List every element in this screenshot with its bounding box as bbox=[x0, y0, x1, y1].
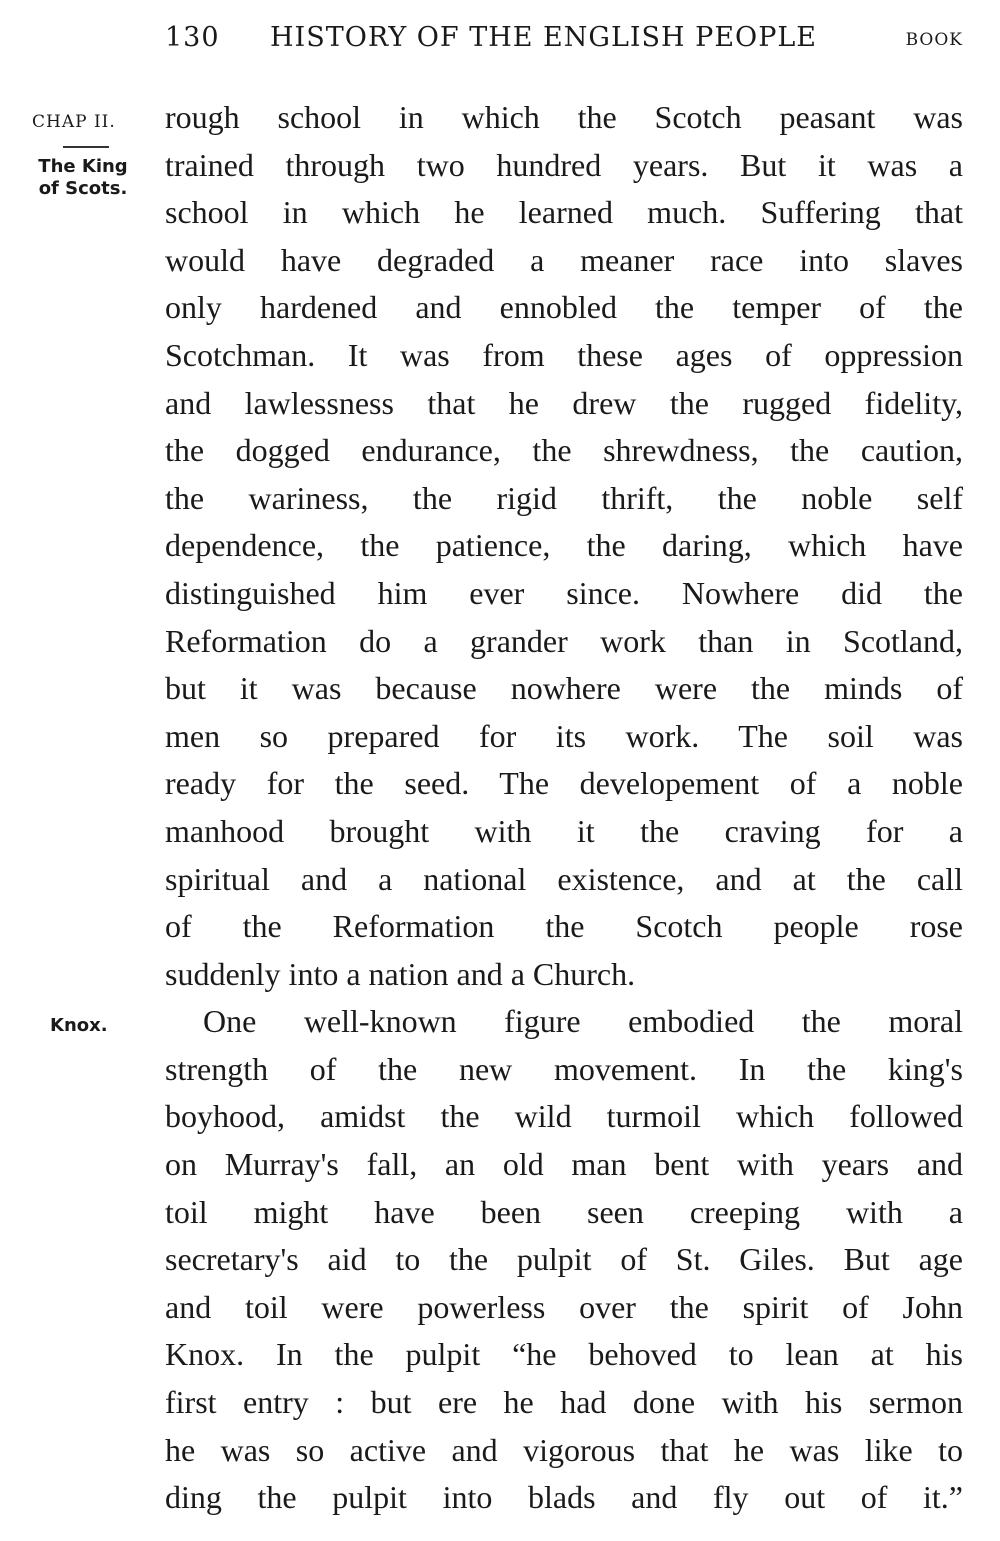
text-line: strength of the new movement. In the king's bbox=[165, 1050, 963, 1087]
text-line: he was so active and vigorous that he was like to bbox=[165, 1431, 963, 1468]
margin-note-line: of Scots. bbox=[38, 178, 128, 199]
text-line: manhood brought with it the craving for a bbox=[165, 812, 963, 849]
text-line: only hardened and ennobled the temper of the bbox=[165, 289, 963, 326]
text-line: Reformation do a grander work than in Scotland, bbox=[165, 622, 963, 659]
text-line: distinguished him ever since. Nowhere did the bbox=[165, 574, 963, 611]
text-line: suddenly into a nation and a Church. bbox=[165, 955, 636, 992]
text-line: ding the pulpit into blads and fly out of it.” bbox=[165, 1479, 963, 1516]
text-line: spiritual and a national existence, and at the call bbox=[165, 860, 963, 897]
text-line: Scotchman. It was from these ages of oppression bbox=[165, 336, 963, 373]
running-title: HISTORY OF THE ENGLISH PEOPLE bbox=[270, 22, 817, 53]
text-line: on Murray's fall, an old man bent with years and bbox=[165, 1146, 963, 1183]
text-line: would have degraded a meaner race into slaves bbox=[165, 241, 963, 278]
text-line: trained through two hundred years. But it was a bbox=[165, 146, 963, 183]
text-line: of the Reformation the Scotch people rose bbox=[165, 908, 963, 945]
text-line: ready for the seed. The developement of a noble bbox=[165, 765, 963, 802]
text-line: secretary's aid to the pulpit of St. Giles. But age bbox=[165, 1241, 963, 1278]
body-text bbox=[165, 94, 963, 1522]
text-line: the dogged endurance, the shrewdness, the caution, bbox=[165, 432, 963, 469]
margin-note-knox: Knox. bbox=[50, 1015, 108, 1036]
text-line: school in which he learned much. Suffering that bbox=[165, 194, 963, 231]
text-line: but it was because nowhere were the minds of bbox=[165, 670, 963, 707]
text-line: dependence, the patience, the daring, which have bbox=[165, 527, 963, 564]
text-line: and lawlessness that he drew the rugged fidelity, bbox=[165, 384, 963, 421]
margin-note-king-of-scots bbox=[24, 156, 142, 200]
text-line: Knox. In the pulpit “he behoved to lean at his bbox=[165, 1336, 963, 1373]
margin-divider bbox=[63, 146, 109, 148]
text-line: rough school in which the Scotch peasant was bbox=[165, 99, 963, 135]
text-line: One well-known figure embodied the moral bbox=[203, 1003, 963, 1040]
page-number: 130 bbox=[165, 22, 220, 53]
text-line: men so prepared for its work. The soil was bbox=[165, 717, 963, 754]
margin-note-line: The King bbox=[38, 156, 128, 177]
text-line: the wariness, the rigid thrift, the noble self bbox=[165, 479, 963, 516]
running-header bbox=[165, 22, 965, 62]
text-line: toil might have been seen creeping with a bbox=[165, 1193, 963, 1230]
text-line: boyhood, amidst the wild turmoil which followed bbox=[165, 1098, 963, 1135]
text-line: and toil were powerless over the spirit of John bbox=[165, 1288, 963, 1325]
text-line: first entry : but ere he had done with his sermon bbox=[165, 1384, 963, 1421]
book-label: BOOK bbox=[905, 30, 963, 50]
chapter-label: CHAP II. bbox=[32, 112, 116, 132]
